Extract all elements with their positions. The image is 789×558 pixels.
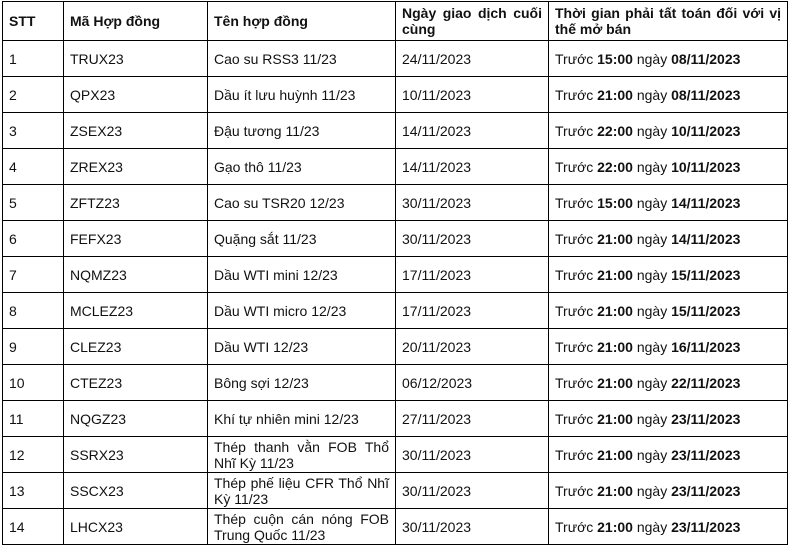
deadline-before-word: Trước: [555, 446, 594, 463]
cell-contract-name: Đậu tương 11/23: [208, 113, 396, 149]
deadline-date: 23/11/2023: [671, 410, 741, 427]
deadline-before-word: Trước: [555, 410, 594, 427]
cell-stt: 5: [3, 185, 64, 221]
deadline-date: 23/11/2023: [671, 446, 741, 463]
cell-contract-name: Cao su TSR20 12/23: [208, 185, 396, 221]
cell-last-trading-day: 30/11/2023: [396, 473, 549, 509]
deadline-before-word: Trước: [555, 482, 594, 499]
table-body: [3, 41, 788, 545]
deadline-date: 08/11/2023: [671, 50, 741, 67]
deadline-date: 08/11/2023: [671, 86, 741, 103]
table-row: [3, 365, 788, 401]
table-row: [3, 113, 788, 149]
deadline-date: 15/11/2023: [671, 266, 741, 283]
cell-settlement-deadline: [549, 401, 788, 437]
table-row: [3, 329, 788, 365]
cell-settlement-deadline: [549, 221, 788, 257]
deadline-date: 22/11/2023: [671, 374, 741, 391]
cell-settlement-deadline: [549, 473, 788, 509]
deadline-time: 21:00: [597, 266, 633, 283]
cell-settlement-deadline: [549, 257, 788, 293]
cell-contract-code: ZSEX23: [64, 113, 208, 149]
cell-stt: 11: [3, 401, 64, 437]
cell-settlement-deadline: [549, 509, 788, 545]
cell-last-trading-day: 30/11/2023: [396, 509, 549, 545]
cell-settlement-deadline: [549, 41, 788, 77]
cell-stt: 3: [3, 113, 64, 149]
deadline-time: 21:00: [597, 482, 633, 499]
header-stt: STT: [3, 2, 64, 41]
cell-last-trading-day: 17/11/2023: [396, 257, 549, 293]
table-row: [3, 401, 788, 437]
cell-contract-name: Thép thanh vằn FOB Thổ Nhĩ Kỳ 11/23: [208, 437, 396, 473]
deadline-time: 21:00: [597, 86, 633, 103]
cell-settlement-deadline: [549, 365, 788, 401]
header-row: [3, 2, 788, 41]
cell-last-trading-day: 17/11/2023: [396, 293, 549, 329]
deadline-time: 21:00: [597, 410, 633, 427]
deadline-time: 21:00: [597, 446, 633, 463]
cell-contract-code: CTEZ23: [64, 365, 208, 401]
cell-stt: 1: [3, 41, 64, 77]
cell-contract-name: Quặng sắt 11/23: [208, 221, 396, 257]
cell-contract-name: Gạo thô 11/23: [208, 149, 396, 185]
cell-contract-code: NQMZ23: [64, 257, 208, 293]
cell-contract-name: Thép phế liệu CFR Thổ Nhĩ Kỳ 11/23: [208, 473, 396, 509]
cell-stt: 8: [3, 293, 64, 329]
deadline-before-word: Trước: [555, 518, 594, 535]
deadline-day-word: ngày: [636, 518, 668, 535]
deadline-day-word: ngày: [636, 158, 668, 175]
cell-last-trading-day: 27/11/2023: [396, 401, 549, 437]
deadline-time: 15:00: [597, 50, 633, 67]
deadline-day-word: ngày: [636, 50, 668, 67]
deadline-time: 21:00: [597, 374, 633, 391]
cell-contract-code: MCLEZ23: [64, 293, 208, 329]
table-row: [3, 509, 788, 545]
cell-contract-name: Dầu ít lưu huỳnh 11/23: [208, 77, 396, 113]
cell-stt: 10: [3, 365, 64, 401]
deadline-before-word: Trước: [555, 86, 594, 103]
cell-last-trading-day: 30/11/2023: [396, 221, 549, 257]
deadline-date: 10/11/2023: [671, 158, 741, 175]
deadline-before-word: Trước: [555, 374, 594, 391]
cell-settlement-deadline: [549, 113, 788, 149]
cell-contract-code: FEFX23: [64, 221, 208, 257]
deadline-date: 23/11/2023: [671, 482, 741, 499]
cell-stt: 12: [3, 437, 64, 473]
cell-stt: 4: [3, 149, 64, 185]
deadline-day-word: ngày: [636, 230, 668, 247]
cell-last-trading-day: 06/12/2023: [396, 365, 549, 401]
table-row: [3, 77, 788, 113]
table-row: [3, 437, 788, 473]
deadline-date: 14/11/2023: [671, 230, 741, 247]
deadline-before-word: Trước: [555, 158, 594, 175]
cell-contract-code: NQGZ23: [64, 401, 208, 437]
cell-last-trading-day: 20/11/2023: [396, 329, 549, 365]
table-row: [3, 185, 788, 221]
header-contract-code: Mã Hợp đồng: [64, 2, 208, 41]
cell-contract-code: LHCX23: [64, 509, 208, 545]
cell-contract-code: SSCX23: [64, 473, 208, 509]
cell-contract-name: Dầu WTI micro 12/23: [208, 293, 396, 329]
cell-last-trading-day: 14/11/2023: [396, 149, 549, 185]
cell-last-trading-day: 10/11/2023: [396, 77, 549, 113]
cell-last-trading-day: 30/11/2023: [396, 437, 549, 473]
cell-last-trading-day: 14/11/2023: [396, 113, 549, 149]
cell-contract-code: QPX23: [64, 77, 208, 113]
deadline-time: 22:00: [597, 122, 633, 139]
cell-contract-name: Dầu WTI 12/23: [208, 329, 396, 365]
deadline-day-word: ngày: [636, 338, 668, 355]
deadline-time: 21:00: [597, 518, 633, 535]
deadline-before-word: Trước: [555, 302, 594, 319]
cell-stt: 6: [3, 221, 64, 257]
deadline-date: 15/11/2023: [671, 302, 741, 319]
cell-contract-code: ZFTZ23: [64, 185, 208, 221]
table-row: [3, 149, 788, 185]
cell-contract-name: Dầu WTI mini 12/23: [208, 257, 396, 293]
deadline-before-word: Trước: [555, 122, 594, 139]
cell-contract-code: ZREX23: [64, 149, 208, 185]
deadline-time: 21:00: [597, 338, 633, 355]
deadline-before-word: Trước: [555, 338, 594, 355]
deadline-day-word: ngày: [636, 302, 668, 319]
cell-contract-code: SSRX23: [64, 437, 208, 473]
cell-stt: 7: [3, 257, 64, 293]
cell-settlement-deadline: [549, 149, 788, 185]
deadline-before-word: Trước: [555, 230, 594, 247]
table-row: [3, 473, 788, 509]
table-row: [3, 221, 788, 257]
cell-settlement-deadline: [549, 293, 788, 329]
deadline-day-word: ngày: [636, 194, 668, 211]
deadline-before-word: Trước: [555, 266, 594, 283]
deadline-day-word: ngày: [636, 86, 668, 103]
deadline-date: 14/11/2023: [671, 194, 741, 211]
cell-contract-name: Bông sợi 12/23: [208, 365, 396, 401]
table-row: [3, 257, 788, 293]
table-row: [3, 293, 788, 329]
cell-settlement-deadline: [549, 437, 788, 473]
deadline-day-word: ngày: [636, 410, 668, 427]
cell-stt: 13: [3, 473, 64, 509]
deadline-day-word: ngày: [636, 266, 668, 283]
table-row: [3, 41, 788, 77]
deadline-day-word: ngày: [636, 374, 668, 391]
cell-stt: 2: [3, 77, 64, 113]
cell-stt: 14: [3, 509, 64, 545]
cell-last-trading-day: 24/11/2023: [396, 41, 549, 77]
deadline-date: 10/11/2023: [671, 122, 741, 139]
deadline-day-word: ngày: [636, 482, 668, 499]
deadline-day-word: ngày: [636, 446, 668, 463]
cell-contract-name: Khí tự nhiên mini 12/23: [208, 401, 396, 437]
cell-settlement-deadline: [549, 329, 788, 365]
cell-contract-name: Cao su RSS3 11/23: [208, 41, 396, 77]
cell-stt: 9: [3, 329, 64, 365]
header-settlement-deadline: Thời gian phải tất toán đối với vị thế mở bán: [549, 2, 788, 41]
cell-settlement-deadline: [549, 185, 788, 221]
cell-contract-code: CLEZ23: [64, 329, 208, 365]
cell-contract-name: Thép cuộn cán nóng FOB Trung Quốc 11/23: [208, 509, 396, 545]
deadline-time: 15:00: [597, 194, 633, 211]
deadline-before-word: Trước: [555, 194, 594, 211]
header-last-trading-day: Ngày giao dịch cuối cùng: [396, 2, 549, 41]
header-contract-name: Tên hợp đồng: [208, 2, 396, 41]
cell-settlement-deadline: [549, 77, 788, 113]
deadline-date: 23/11/2023: [671, 518, 741, 535]
expiry-table: [2, 1, 788, 545]
deadline-before-word: Trước: [555, 50, 594, 67]
cell-last-trading-day: 30/11/2023: [396, 185, 549, 221]
deadline-time: 21:00: [597, 302, 633, 319]
deadline-time: 21:00: [597, 230, 633, 247]
cell-contract-code: TRUX23: [64, 41, 208, 77]
deadline-time: 22:00: [597, 158, 633, 175]
deadline-date: 16/11/2023: [671, 338, 741, 355]
deadline-day-word: ngày: [636, 122, 668, 139]
